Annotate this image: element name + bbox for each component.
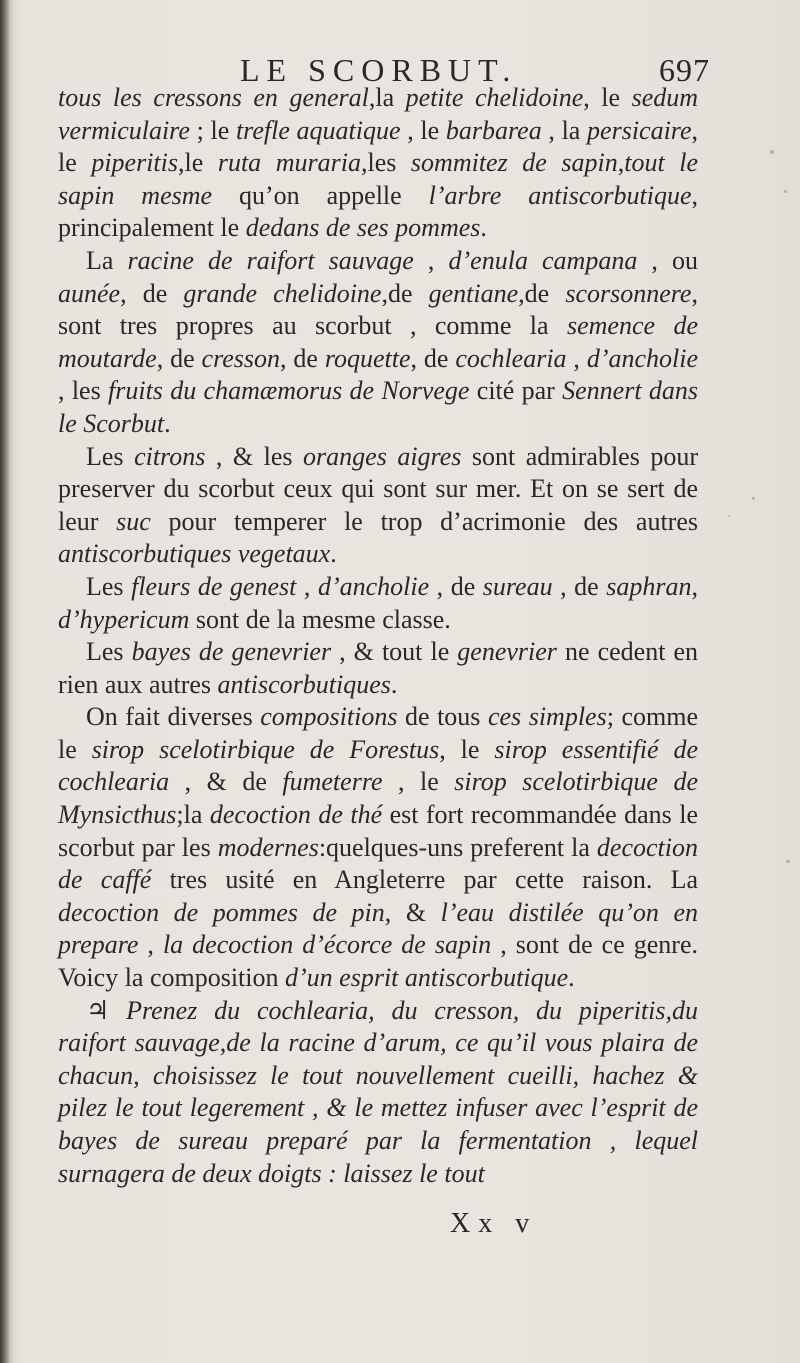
- text-run: de tous: [397, 702, 488, 732]
- italic-run: grande chelidoine: [183, 278, 382, 308]
- text-run: , &: [384, 897, 441, 927]
- italic-run: decoction de thé: [209, 800, 383, 830]
- text-run: ,de: [518, 278, 566, 308]
- italic-run: d’hypericum: [58, 604, 190, 634]
- text-run: ,: [138, 930, 163, 960]
- paragraph: [58, 245, 698, 441]
- italic-run: roquette: [324, 343, 411, 373]
- text-run: Les: [86, 637, 132, 667]
- text-run: , de: [410, 343, 456, 373]
- text-run: , le: [400, 115, 446, 145]
- italic-run: l’arbre antiscorbutique: [428, 180, 692, 210]
- italic-run: sirop scelotirbique de Forestus: [91, 734, 440, 764]
- text-run: , principalement le: [58, 180, 698, 243]
- paragraph: [58, 82, 698, 245]
- page-number: 697: [659, 52, 710, 88]
- text-run: , de: [429, 571, 483, 601]
- italic-run: la decoction d’écorce de sapin: [162, 930, 492, 960]
- italic-run: dedans de ses pommes: [245, 213, 481, 243]
- text-run: ,de: [381, 278, 429, 308]
- italic-run: persicaire: [587, 115, 692, 145]
- text-run: ; le: [189, 115, 236, 145]
- text-run: , de: [156, 343, 202, 373]
- text-run: ,: [691, 571, 698, 601]
- text-run: sont de la mesme classe.: [189, 604, 451, 634]
- text-run: cité par: [469, 376, 563, 406]
- body-text: [58, 82, 698, 1190]
- text-run: , sont tres propres au scorbut , comme la: [58, 278, 698, 341]
- text-run: Les: [86, 441, 135, 471]
- text-run: , le: [583, 83, 632, 112]
- italic-run: fruits du chamæmorus de Norvege: [108, 376, 470, 406]
- signature-mark: Xx v: [450, 1208, 538, 1239]
- italic-run: citrons: [134, 441, 206, 471]
- text-run: ,: [617, 148, 625, 178]
- paragraph: [58, 995, 698, 1191]
- text-run: , le: [58, 115, 699, 178]
- italic-run: semence de moutarde: [58, 311, 698, 373]
- text-run: ;la: [176, 800, 210, 830]
- text-run: ,le: [178, 148, 218, 178]
- text-run: est fort recommandée dans le scorbut par les: [58, 800, 698, 862]
- italic-run: d’ancholie: [586, 343, 699, 373]
- text-run: , sont de ce genre. Voicy la composition: [58, 930, 699, 993]
- italic-run: cresson: [201, 343, 281, 373]
- italic-run: petite chelidoine: [405, 83, 584, 112]
- text-run: :quelques-uns preferent la: [318, 832, 597, 862]
- italic-run: ces simples: [487, 702, 607, 732]
- text-run: , & de: [169, 767, 283, 797]
- text-run: ,: [296, 571, 318, 601]
- text-run: , de: [120, 278, 184, 308]
- text-run: , le: [439, 734, 495, 764]
- italic-run: tout le sapin mesme: [58, 148, 698, 210]
- text-run: qu’on appelle: [212, 180, 429, 210]
- italic-run: sommitez de sapin: [410, 148, 618, 178]
- italic-run: antiscorbutiques: [217, 669, 391, 699]
- text-run: , le: [382, 767, 455, 797]
- text-run: Les: [86, 571, 132, 601]
- italic-run: suc: [116, 506, 151, 536]
- text-run: ,: [413, 245, 449, 275]
- binding-gutter: [0, 0, 14, 1363]
- paper-speck: [784, 190, 787, 193]
- running-title: LE SCORBUT.: [240, 52, 518, 88]
- text-run: ,la: [368, 83, 406, 112]
- text-run: .: [330, 539, 337, 569]
- italic-run: Sennert dans le Scorbut: [58, 376, 698, 438]
- text-run: pour temperer le trop d’acrimonie des autres: [150, 506, 698, 536]
- italic-run: gentiane: [428, 278, 519, 308]
- paragraph: [58, 441, 698, 571]
- italic-run: decoction de caffé: [58, 832, 698, 895]
- paragraph: [58, 701, 698, 994]
- italic-run: decoction de pommes de pin: [58, 897, 385, 927]
- italic-run: sirop scelotirbique de Mynsicthus: [58, 767, 698, 830]
- italic-run: cochlearia: [455, 343, 567, 373]
- text-run: On fait diverses: [86, 702, 261, 732]
- text-run: ; comme le: [58, 702, 698, 764]
- text-run: , & tout le: [331, 637, 458, 667]
- italic-run: aunée: [58, 278, 121, 308]
- text-run: ,: [566, 343, 587, 373]
- italic-run: sureau: [482, 571, 553, 601]
- italic-run: tous les cressons en general: [58, 83, 369, 112]
- text-run: .: [164, 408, 171, 438]
- paper-speck: [786, 860, 790, 863]
- text-run: .: [390, 669, 398, 699]
- text-run: , ou: [637, 245, 699, 275]
- italic-run: d’ancholie: [317, 571, 430, 601]
- text-run: .: [480, 213, 487, 243]
- italic-run: sirop essentifié de cochlearia: [58, 734, 698, 797]
- text-run: .: [568, 963, 575, 993]
- italic-run: racine de raifort sauvage: [127, 245, 414, 275]
- italic-run: trefle aquatique: [235, 115, 401, 145]
- paper-speck: [728, 515, 730, 517]
- text-run: , la: [541, 115, 588, 145]
- italic-run: l’eau distilée qu’on en prepare: [58, 897, 698, 960]
- paper-speck: [770, 150, 774, 154]
- italic-run: antiscorbutiques vegetaux: [58, 539, 331, 569]
- text-run: La: [86, 245, 128, 275]
- text-run: tres usité en Angleterre par cette raison. La: [151, 865, 698, 895]
- italic-run: barbarea: [445, 115, 542, 145]
- italic-run: compositions: [260, 702, 398, 732]
- text-run: , de: [552, 571, 607, 601]
- paragraph: [58, 571, 698, 636]
- italic-run: sedum vermiculaire: [58, 83, 699, 145]
- italic-run: fumeterre: [282, 767, 383, 797]
- italic-run: bayes de genevrier: [131, 637, 332, 667]
- italic-run: piperitis: [91, 148, 178, 178]
- italic-run: modernes: [217, 832, 319, 862]
- text-run: , de: [280, 343, 325, 373]
- italic-run: fleurs de genest: [131, 571, 297, 601]
- italic-run: saphran: [606, 571, 692, 601]
- italic-run: oranges aigres: [303, 441, 462, 471]
- text-run: ,les: [360, 148, 411, 178]
- italic-run: ruta muraria: [217, 148, 361, 178]
- italic-run: genevrier: [457, 637, 557, 667]
- text-run: sont admirables pour preserver du scorbut ceux qui sont sur mer. Et on se sert de leur: [58, 441, 699, 536]
- paper-speck: [752, 497, 755, 500]
- paragraph: [58, 636, 698, 701]
- italic-run: scorsonnere: [565, 278, 692, 308]
- italic-run: d’un esprit antiscorbutique: [285, 963, 569, 993]
- italic-run: ♃ Prenez du cochlearia, du cresson, du piperitis,du raifort sauvage,de la racine d’arum, ce qu’il vous plaira de chacun, choisissez le tout nouvellement cueilli, hachez & pilez le tout legerement , & le mettez infuser avec l’esprit de bayes de sureau preparé par la fermentation , lequel surnagera de deux doigts : laissez le tout: [58, 995, 698, 1188]
- text-run: , les: [58, 376, 109, 406]
- text-run: ne cedent en rien aux autres: [58, 637, 699, 699]
- text-run: , & les: [205, 441, 304, 471]
- italic-run: d’enula campana: [448, 245, 638, 275]
